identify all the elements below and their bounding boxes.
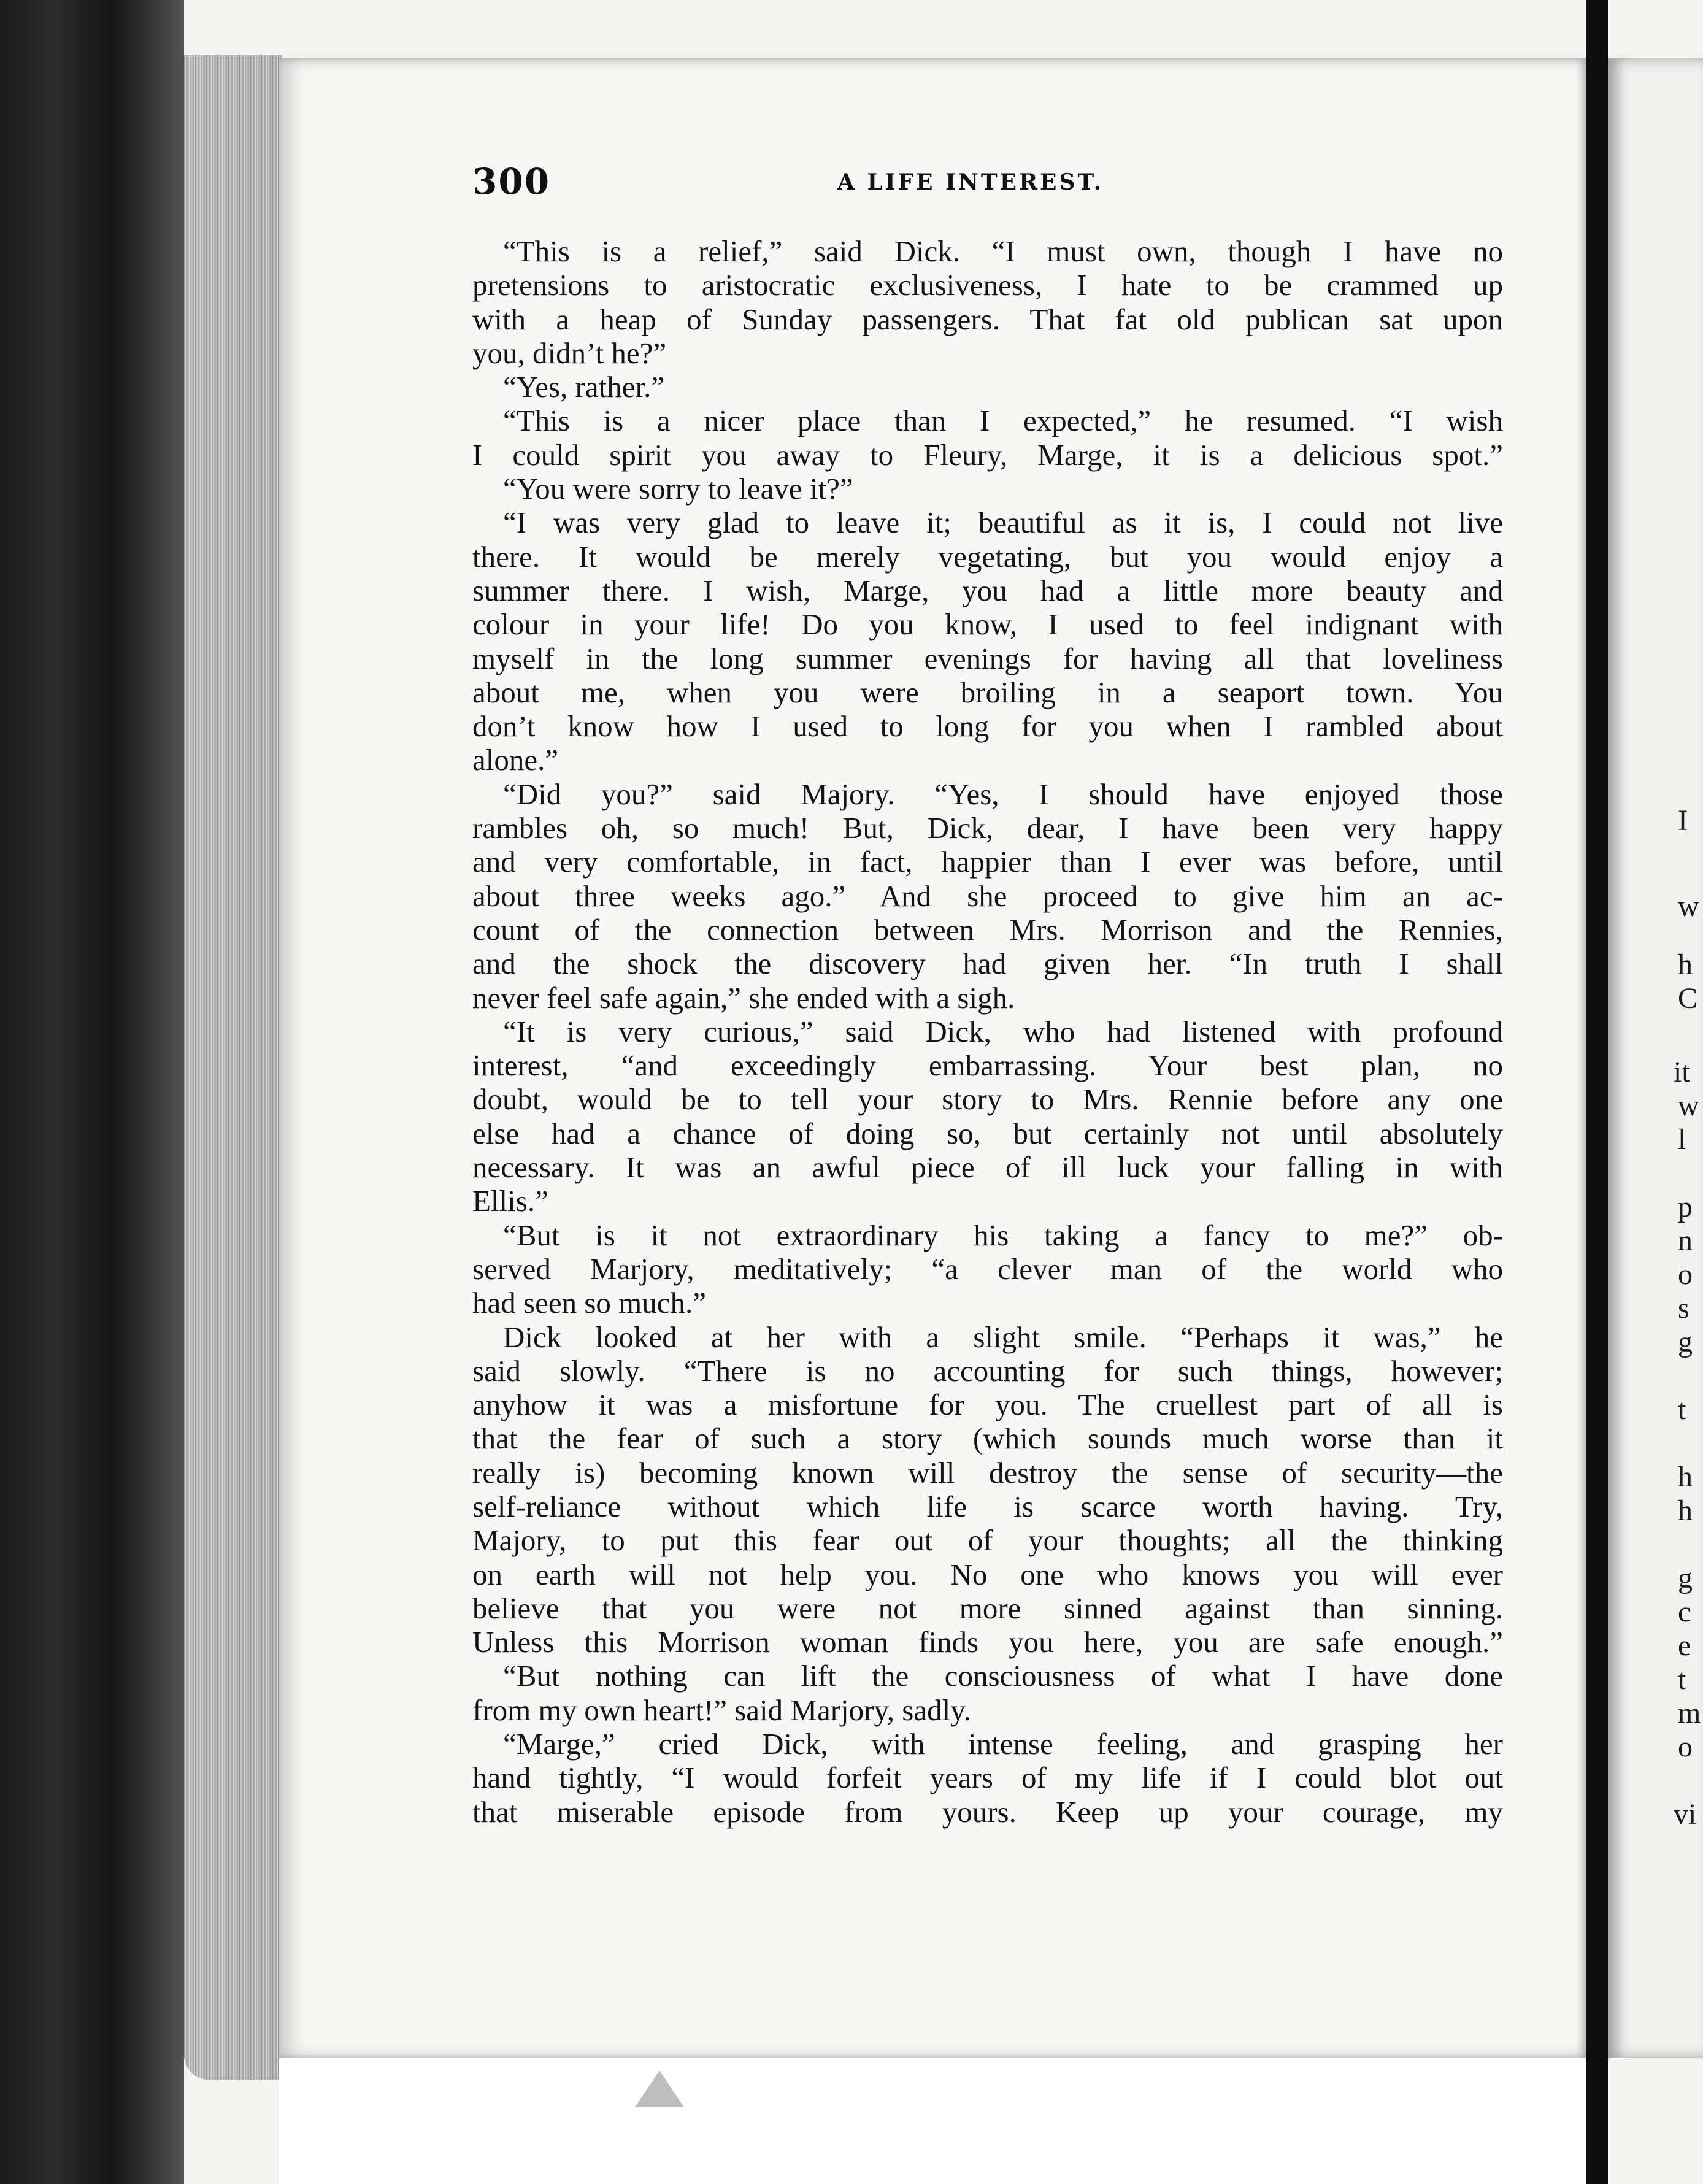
- facing-page-fragment: o: [1678, 1731, 1693, 1763]
- text-line: with a heap of Sunday passengers. That fat old publican sat upon: [472, 302, 1503, 336]
- facing-page-fragment: e: [1678, 1629, 1691, 1662]
- facing-page-fragment: g: [1678, 1562, 1693, 1594]
- text-line: never feel safe again,” she ended with a sigh.: [472, 980, 1015, 1015]
- text-line: that miserable episode from yours. Keep up your courage, my: [472, 1794, 1503, 1829]
- facing-page-fragment: t: [1678, 1663, 1686, 1696]
- text-line: “Marge,” cried Dick, with intense feeling, and grasping her: [503, 1727, 1503, 1761]
- book-spine: [0, 0, 184, 2184]
- text-line: Majory, to put this fear out of your thoughts; all the thinking: [472, 1523, 1503, 1558]
- facing-page-fragment: it: [1674, 1056, 1690, 1088]
- page-header: [472, 161, 1135, 210]
- page-edges: [184, 55, 282, 2080]
- text-line: on earth will not help you. No one who knows you will ever: [472, 1557, 1503, 1591]
- facing-page-fragment: C: [1678, 982, 1698, 1015]
- facing-page-fragment: c: [1678, 1596, 1691, 1628]
- text-line: “This is a nicer place than I expected,” he resumed. “I wish: [503, 404, 1503, 438]
- text-line: rambles oh, so much! But, Dick, dear, I have been very happy: [472, 811, 1503, 845]
- page-tab-marker: [635, 2071, 684, 2107]
- text-line: summer there. I wish, Marge, you had a little more beauty and: [472, 573, 1503, 607]
- text-line: “Yes, rather.”: [503, 370, 665, 404]
- facing-page-fragment: w: [1678, 890, 1699, 923]
- text-line: hand tightly, “I would forfeit years of my life if I could blot out: [472, 1761, 1503, 1795]
- text-line: “But is it not extraordinary his taking a fancy to me?” ob-: [503, 1218, 1503, 1252]
- facing-page-fragment: t: [1678, 1393, 1686, 1426]
- text-line: served Marjory, meditatively; “a clever man of the world who: [472, 1252, 1503, 1286]
- text-line: believe that you were not more sinned against than sinning.: [472, 1591, 1503, 1625]
- text-line: interest, “and exceedingly embarrassing. Your best plan, no: [472, 1048, 1503, 1083]
- body-text: [472, 234, 1503, 1829]
- text-line: from my own heart!” said Marjory, sadly.: [472, 1693, 971, 1727]
- facing-page-fragment: p: [1678, 1191, 1693, 1223]
- text-line: and very comfortable, in fact, happier than I ever was before, until: [472, 845, 1503, 879]
- page-number: 300: [472, 161, 551, 202]
- text-line: “But nothing can lift the consciousness of what I have done: [503, 1659, 1503, 1693]
- facing-page-fragment: I: [1678, 804, 1688, 837]
- text-line: anyhow it was a misfortune for you. The cruellest part of all is: [472, 1388, 1503, 1422]
- text-line: “This is a relief,” said Dick. “I must own, though I have no: [503, 234, 1503, 268]
- text-line: Unless this Morrison woman finds you here, you are safe enough.”: [472, 1625, 1503, 1659]
- text-line: don’t know how I used to long for you when I rambled about: [472, 709, 1503, 744]
- text-line: you, didn’t he?”: [472, 336, 667, 370]
- text-line: “It is very curious,” said Dick, who had listened with profound: [503, 1014, 1503, 1048]
- text-line: about three weeks ago.” And she proceed to give him an ac-: [472, 879, 1503, 913]
- facing-page-fragment: vi: [1674, 1798, 1697, 1831]
- facing-page-fragment: l: [1678, 1123, 1686, 1156]
- text-line: else had a chance of doing so, but certainly not until absolutely: [472, 1116, 1503, 1150]
- facing-page-fragment: w: [1678, 1090, 1699, 1122]
- text-line: pretensions to aristocratic exclusiveness, I hate to be crammed up: [472, 268, 1503, 302]
- text-line: self-reliance without which life is scarce worth having. Try,: [472, 1489, 1503, 1523]
- text-line: and the shock the discovery had given her. “In truth I shall: [472, 947, 1503, 981]
- text-line: myself in the long summer evenings for having all that loveliness: [472, 641, 1503, 675]
- facing-page-fragment: h: [1678, 948, 1693, 981]
- facing-page-fragment: n: [1678, 1225, 1693, 1257]
- facing-page-fragment: m: [1678, 1697, 1701, 1729]
- facing-page-fragment: h: [1678, 1494, 1693, 1527]
- text-line: Dick looked at her with a slight smile. “Perhaps it was,” he: [503, 1320, 1503, 1354]
- text-line: really is) becoming known will destroy the sense of security—the: [472, 1455, 1503, 1490]
- facing-page-fragment: s: [1678, 1292, 1690, 1325]
- text-line: count of the connection between Mrs. Morrison and the Rennies,: [472, 912, 1503, 947]
- text-line: about me, when you were broiling in a seaport town. You: [472, 675, 1503, 709]
- page-bottom-margin: [279, 2058, 1586, 2184]
- facing-page-fragment: h: [1678, 1461, 1693, 1493]
- text-line: I could spirit you away to Fleury, Marge, it is a delicious spot.”: [472, 437, 1503, 472]
- text-line: had seen so much.”: [472, 1286, 706, 1320]
- facing-page-fragment: o: [1678, 1258, 1693, 1291]
- facing-page-fragment: g: [1678, 1326, 1693, 1358]
- text-line: there. It would be merely vegetating, but you would enjoy a: [472, 539, 1503, 574]
- text-line: “Did you?” said Majory. “Yes, I should have enjoyed those: [503, 777, 1503, 811]
- text-line: Ellis.”: [472, 1184, 548, 1218]
- text-line: doubt, would be to tell your story to Mrs. Rennie before any one: [472, 1082, 1503, 1117]
- text-line: colour in your life! Do you know, I used to feel indignant with: [472, 607, 1503, 642]
- running-title: A LIFE INTEREST.: [837, 169, 1104, 195]
- book-gutter: [1586, 0, 1608, 2184]
- text-line: “I was very glad to leave it; beautiful as it is, I could not live: [503, 506, 1503, 540]
- text-line: said slowly. “There is no accounting for such things, however;: [472, 1353, 1503, 1388]
- text-line: alone.”: [472, 743, 559, 777]
- text-line: “You were sorry to leave it?”: [503, 472, 853, 506]
- text-line: that the fear of such a story (which sounds much worse than it: [472, 1421, 1503, 1456]
- text-line: necessary. It was an awful piece of ill luck your falling in with: [472, 1150, 1503, 1185]
